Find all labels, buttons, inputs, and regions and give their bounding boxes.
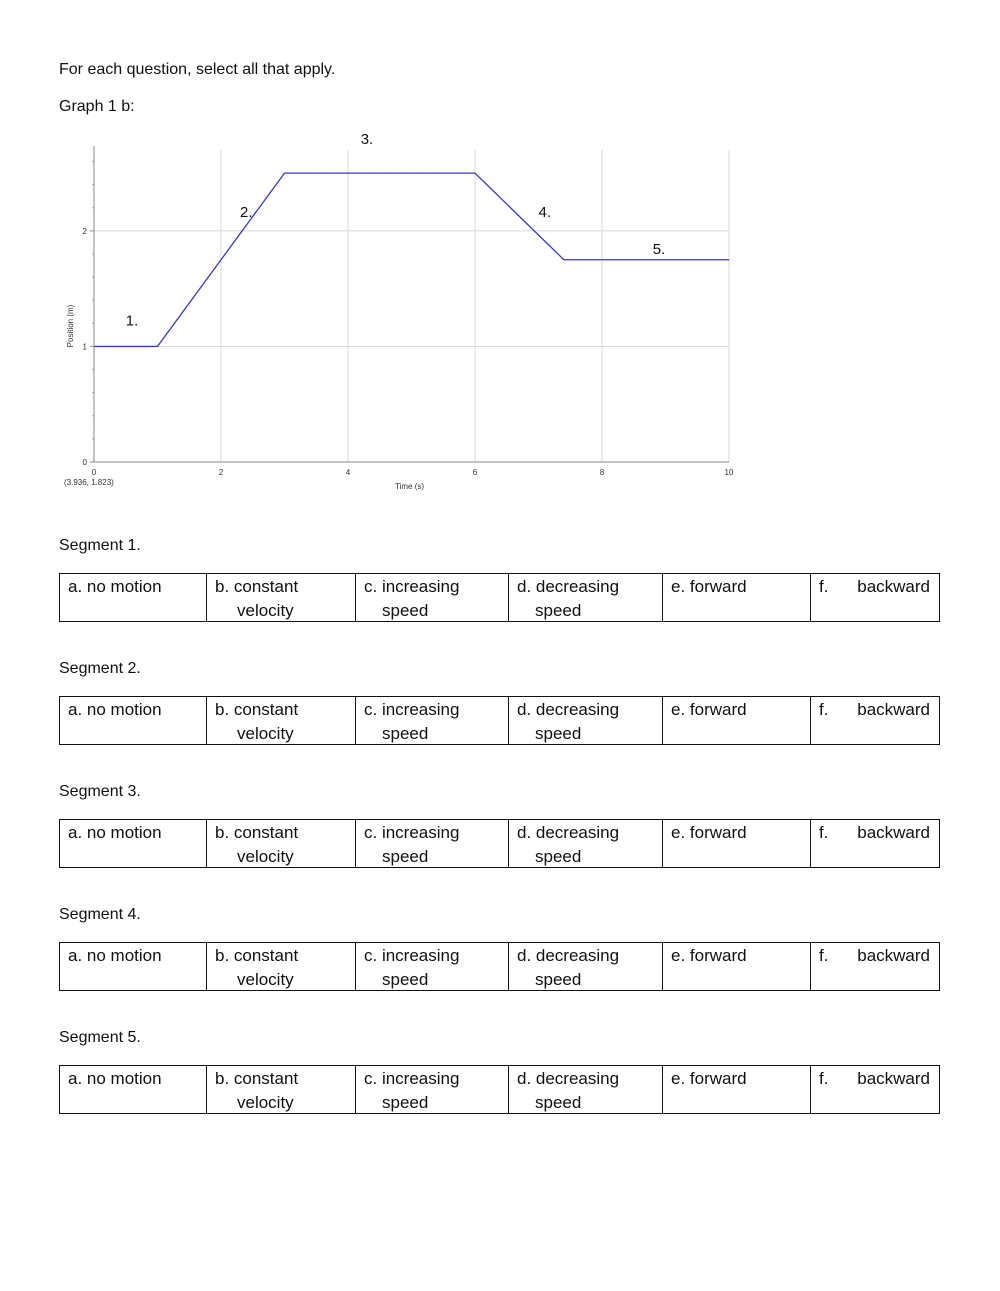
option-decreasing-speed[interactable]: d. decreasing speed bbox=[517, 577, 620, 620]
segment-label-4: 4. bbox=[538, 204, 552, 222]
option-backward[interactable]: f. backward bbox=[819, 1069, 930, 1088]
segment-title-4: Segment 4. bbox=[59, 906, 141, 923]
cursor-readout: (3.936, 1.823) bbox=[64, 478, 114, 487]
option-no-motion[interactable]: a. no motion bbox=[68, 577, 162, 596]
option-forward[interactable]: e. forward bbox=[671, 700, 747, 719]
options-table bbox=[59, 696, 940, 745]
options-table bbox=[59, 1065, 940, 1114]
option-increasing-speed[interactable]: c. increasing speed bbox=[364, 700, 460, 743]
option-no-motion[interactable]: a. no motion bbox=[68, 823, 162, 842]
options-table bbox=[59, 573, 940, 622]
option-decreasing-speed[interactable]: d. decreasing speed bbox=[517, 823, 620, 866]
graph-title: Graph 1 b: bbox=[59, 98, 135, 115]
option-forward[interactable]: e. forward bbox=[671, 823, 747, 842]
y-tick-label: 1 bbox=[82, 342, 87, 352]
option-no-motion[interactable]: a. no motion bbox=[68, 700, 162, 719]
option-forward[interactable]: e. forward bbox=[671, 1069, 747, 1088]
x-tick-label: 0 bbox=[91, 468, 97, 477]
segment-title-5: Segment 5. bbox=[59, 1029, 141, 1046]
x-tick-label: 2 bbox=[218, 468, 224, 477]
x-tick-label: 10 bbox=[724, 468, 734, 477]
option-constant-velocity[interactable]: b. constant velocity bbox=[215, 1069, 299, 1112]
segment-label-3: 3. bbox=[360, 131, 374, 149]
x-tick-label: 6 bbox=[472, 468, 478, 477]
option-increasing-speed[interactable]: c. increasing speed bbox=[364, 1069, 460, 1112]
options-table bbox=[59, 942, 940, 991]
series-line-position bbox=[94, 173, 729, 346]
option-backward[interactable]: f. backward bbox=[819, 946, 930, 965]
option-increasing-speed[interactable]: c. increasing speed bbox=[364, 577, 460, 620]
option-increasing-speed[interactable]: c. increasing speed bbox=[364, 946, 460, 989]
option-decreasing-speed[interactable]: d. decreasing speed bbox=[517, 946, 620, 989]
option-constant-velocity[interactable]: b. constant velocity bbox=[215, 823, 299, 866]
option-no-motion[interactable]: a. no motion bbox=[68, 1069, 162, 1088]
instructions: For each question, select all that apply. bbox=[59, 61, 336, 78]
y-axis-label: Position (m) bbox=[66, 304, 75, 348]
position-time-chart bbox=[60, 128, 760, 498]
segment-title-3: Segment 3. bbox=[59, 783, 141, 800]
x-axis-label: Time (s) bbox=[394, 482, 425, 491]
segment-label-5: 5. bbox=[652, 241, 666, 258]
y-tick-label: 2 bbox=[82, 226, 87, 236]
option-decreasing-speed[interactable]: d. decreasing speed bbox=[517, 1069, 620, 1112]
option-constant-velocity[interactable]: b. constant velocity bbox=[215, 700, 299, 743]
y-tick-label: 0 bbox=[82, 458, 87, 467]
option-backward[interactable]: f. backward bbox=[819, 700, 930, 719]
option-constant-velocity[interactable]: b. constant velocity bbox=[215, 946, 299, 989]
option-forward[interactable]: e. forward bbox=[671, 946, 747, 965]
segment-title-2: Segment 2. bbox=[59, 660, 141, 677]
segment-title-1: Segment 1. bbox=[59, 537, 141, 554]
x-tick-label: 4 bbox=[345, 468, 351, 477]
option-increasing-speed[interactable]: c. increasing speed bbox=[364, 823, 460, 866]
option-backward[interactable]: f. backward bbox=[819, 577, 930, 596]
segment-label-2: 2. bbox=[240, 204, 253, 222]
option-forward[interactable]: e. forward bbox=[671, 577, 747, 596]
option-decreasing-speed[interactable]: d. decreasing speed bbox=[517, 700, 620, 743]
segment-label-1: 1. bbox=[125, 312, 139, 330]
option-no-motion[interactable]: a. no motion bbox=[68, 946, 162, 965]
options-table bbox=[59, 819, 940, 868]
option-constant-velocity[interactable]: b. constant velocity bbox=[215, 577, 299, 620]
x-tick-label: 8 bbox=[599, 468, 605, 477]
option-backward[interactable]: f. backward bbox=[819, 823, 930, 842]
